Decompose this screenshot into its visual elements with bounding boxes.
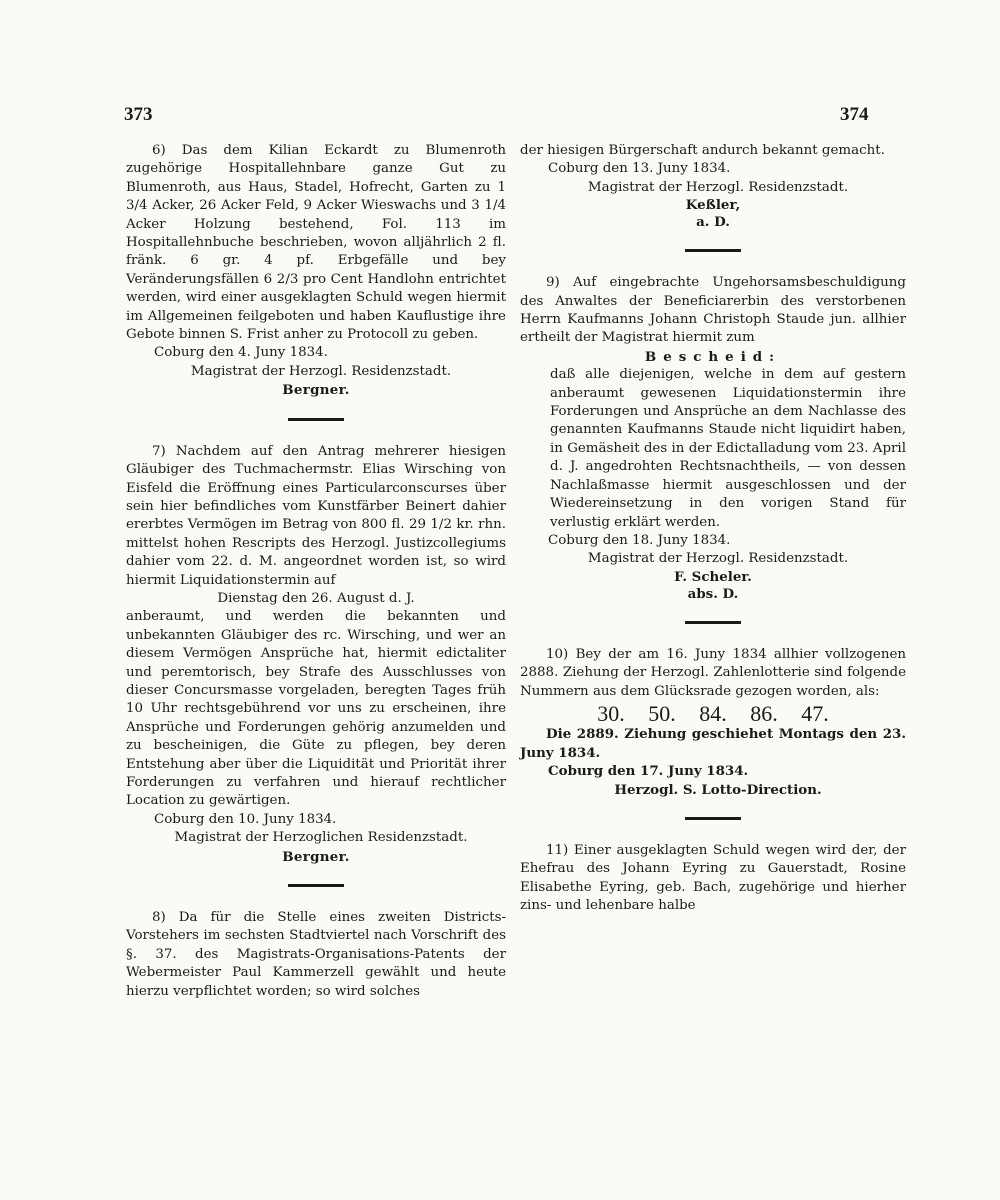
notice-11 — [520, 842, 906, 916]
notice-6-date: Coburg den 4. Juny 1834. — [154, 345, 328, 361]
notice-10-next-draw: Die 2889. Ziehung geschiehet Montags den 23. Juny 1834. — [520, 726, 906, 761]
notice-6-text: 6) Das dem Kilian Eckardt zu Blumenroth zugehörige Hospitallehnbare ganze Gut zu Blumenroth, aus Haus, Stadel, Hofrecht, Garten zu 1 3/4 Acker, 26 Acker Feld, 9 Acker Wieswachs und 3 1/4 Acker Holzung bestehend, Fol. 113 im Hospitallehnbuche beschrieben, wovon alljährlich 2 fl. fränk. 6 gr. 4 pf. Erbgefälle und bey Veränderungsfällen 6 2/3 pro Cent Handlohn entrichtet werden, wird einer ausgeklagten Schuld wegen hiermit im Allgemeinen feilgeboten und haben Kauflustige ihre Gebote binnen S. Frist anher zu Protocoll zu geben. — [126, 143, 506, 343]
notice-7-text-a: 7) Nachdem auf den Antrag mehrerer hiesigen Gläubiger des Tuchmachermstr. Elias Wirsching von Eisfeld die Eröffnung eines Particularconscurses über sein hier befindliches vom Kunstfärber Beinert dahier ererbtes Vermögen im Betrag von 800 fl. 29 1/2 kr. rhn. mittelst hohen Rescripts des Herzogl. Justizcollegiums dahier vom 22. d. M. angeordnet worden ist, so wird hiermit Liquidationstermin auf — [126, 443, 506, 588]
notice-6-authority: Magistrat der Herzogl. Residenzstadt. — [190, 363, 452, 379]
notice-9-authority: Magistrat der Herzogl. Residenzstadt. — [587, 551, 849, 567]
separator-rule — [288, 884, 344, 887]
notice-9-heading: Bescheid: — [644, 348, 782, 365]
separator-rule — [685, 249, 741, 252]
notice-9 — [520, 274, 906, 603]
notice-7-term: Dienstag den 26. August d. J. — [217, 590, 415, 606]
notice-9-signer: F. Scheler. — [674, 568, 752, 585]
right-column — [520, 142, 906, 916]
page-number-right: 374 — [840, 104, 869, 125]
left-column — [126, 142, 506, 1001]
notice-9-signer-suffix: abs. D. — [687, 585, 739, 602]
notice-8-cont-text: der hiesigen Bürgerschaft andurch bekannt gemacht. — [520, 143, 885, 158]
notice-10-date: Coburg den 17. Juny 1834. — [548, 763, 749, 780]
lottery-numbers: 30. 50. 84. 86. 47. — [597, 700, 829, 726]
notice-8-signer: Keßler, — [685, 197, 741, 214]
notice-10-authority: Herzogl. S. Lotto-Direction. — [614, 781, 822, 798]
separator-rule — [685, 621, 741, 624]
separator-rule — [685, 817, 741, 820]
notice-9-date: Coburg den 18. Juny 1834. — [548, 532, 731, 548]
notice-8 — [126, 909, 506, 1001]
notice-10 — [520, 646, 906, 799]
notice-8-date: Coburg den 13. Juny 1834. — [548, 161, 731, 177]
notice-8-continued — [520, 142, 906, 231]
notice-9-text: 9) Auf eingebrachte Ungehorsamsbeschuldigung des Anwaltes der Beneficiarerbin des verstorbenen Herrn Kaufmanns Johann Christoph Staude jun. allhier ertheilt der Magistrat hiermit zum — [520, 275, 906, 346]
notice-6-signer: Bergner. — [282, 382, 350, 399]
notice-9-body: daß alle diejenigen, welche in dem auf gestern anberaumt gewesenen Liquidationstermin ihre Forderungen und Ansprüche an dem Nachlasse des genannten Kaufmanns Staude nicht liquidirt haben, in Gemäsheit des in der Edictalladung vom 23. April d. J. angedrohten Rechtsnachtheils, — von dessen Nachlaßmasse hiermit ausgeschlossen und der Wiedereinsetzung in den vorigen Stand für verlustig erklärt werden. — [550, 367, 906, 530]
page-number-left: 373 — [124, 104, 153, 125]
notice-11-text: 11) Einer ausgeklagten Schuld wegen wird der, der Ehefrau des Johann Eyring zu Gauerstadt, Rosine Elisabethe Eyring, geb. Bach, zugehörige und hierher zins- und lehenbare halbe — [520, 842, 906, 914]
notice-7-authority: Magistrat der Herzoglichen Residenzstadt. — [174, 830, 468, 846]
notice-8-authority: Magistrat der Herzogl. Residenzstadt. — [587, 179, 849, 195]
notice-10-text: 10) Bey der am 16. Juny 1834 allhier vollzogenen 2888. Ziehung der Herzogl. Zahlenlotterie sind folgende Nummern aus dem Glücksrade gezogen worden, als: — [520, 646, 906, 699]
notice-8-signer-suffix: a. D. — [696, 214, 730, 231]
notice-7-date: Coburg den 10. Juny 1834. — [154, 811, 337, 827]
notice-7 — [126, 443, 506, 866]
notice-7-text-b: anberaumt, und werden die bekannten und unbekannten Gläubiger des rc. Wirsching, und wer an diesem Vermögen Ansprüche hat, hiermit edictaliter und peremtorisch, bey Strafe des Ausschlusses von dieser Concursmasse vorgeladen, beregten Tages früh 10 Uhr rechtsgebührend vor uns zu erscheinen, ihre Ansprüche und Forderungen gehörig anzumelden und zu bescheinigen, die Güte zu pflegen, bey deren Entstehung aber über die Liquidität und Priorität ihrer Forderungen zu verfahren und hierauf rechtlicher Location zu gewärtigen. — [126, 609, 506, 809]
notice-7-signer: Bergner. — [282, 848, 350, 865]
notice-6 — [126, 142, 506, 400]
notice-8-text: 8) Da für die Stelle eines zweiten Districts-Vorstehers im sechsten Stadtviertel nach Vorschrift des §. 37. des Magistrats-Organisations-Patents der Webermeister Paul Kammerzell gewählt und heute hierzu verpflichtet worden; so wird solches — [126, 910, 506, 999]
separator-rule — [288, 418, 344, 421]
